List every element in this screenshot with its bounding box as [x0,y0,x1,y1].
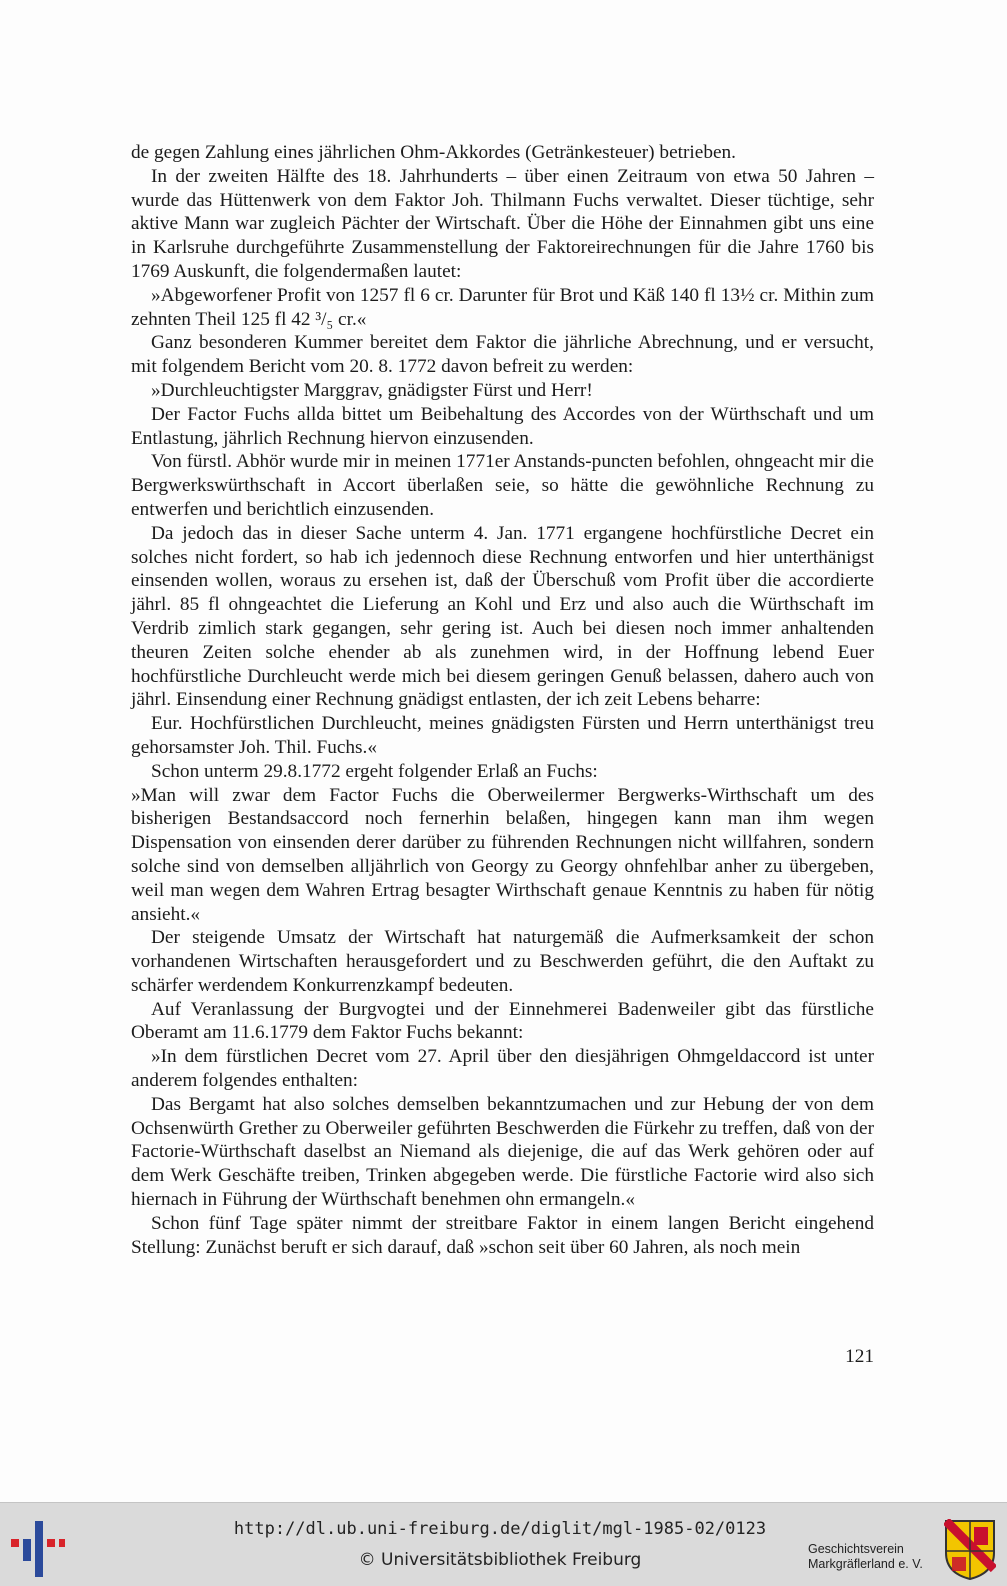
footer-bar [0,1502,1007,1586]
ub-freiburg-logo-icon[interactable] [7,1519,67,1579]
source-url-link[interactable]: http://dl.ub.uni-freiburg.de/diglit/mgl-1985-02/0123 [233,1519,767,1539]
paragraph: »Man will zwar dem Factor Fuchs die Oberweilermer Bergwerks-Wirthschaft um des bisherigen Bestandsaccord noch fernerhin belaßen, hingegen kann man ihm wegen Dispensation von einsenden derer darüber zu führenden Rechnungen nicht willfahren, sondern solche sind von demselben alljährlich von Georgy zu Georgy ohnfehlbar anher zu übergeben, weil man wegen dem Wahren Ertrag besagter Wirthschaft genaue Kenntnis zu haben für nötig ansieht.« [131,784,874,925]
paragraph: Auf Veranlassung der Burgvogtei und der Einnehmerei Badenweiler gibt das fürstliche Oberamt am 11.6.1779 dem Faktor Fuchs bekannt: [131,998,874,1044]
paragraph: Das Bergamt hat also solches demselben bekanntzumachen und zur Hebung der von dem Ochsenwürth Grether zu Oberweiler geführten Beschwerden die Fürkehr zu treffen, daß von der Factorie-Würthschaft daselbst an Niemand als diejenige, die auf das Werk gehören oder auf dem Werk Geschäfte treiben, Trinken abgegeben werde. Die fürstliche Factorie wird also sich hiernach in Führung der Würthschaft benehmen ohn ermangeln.« [131,1093,874,1211]
paragraph: Der steigende Umsatz der Wirtschaft hat naturgemäß die Aufmerksamkeit der schon vorhandenen Wirtschaften herausgefordert und zu Beschwerden geführt, die den Auftakt zu schärfer werdendem Konkurrenzkampf bedeuten. [131,927,874,996]
society-coat-of-arms-icon [944,1519,996,1581]
paragraph: Schon unterm 29.8.1772 ergeht folgender Erlaß an Fuchs: [151,760,598,782]
paragraph: de gegen Zahlung eines jährlichen Ohm-Akkordes (Getränkesteuer) betrieben. [131,142,736,163]
paragraph: Da jedoch das in dieser Sache unterm 4. Jan. 1771 ergangene hochfürstliche Decret ein solches nicht fordert, so hab ich jedennoch diese Rechnung entworfen und hier unterthänigst einsenden wollen, woraus zu ersehen ist, daß der Überschuß vom Profit über die accordierte jährl. 85 fl ohngeachtet die Lieferung an Kohl und Erz und also auch die Würthschaft im Verdrib zimlich stark gegangen, sehr gering ist. Auch bei diesen noch immer anhaltenden theuren Zeiten solche ehender ab als zunehmen wird, in der Hoffnung lebend Euer hochfürstliche Durchleucht werde mich bei diesem geringen Genuß belassen, dahero auch von jährl. Einsendung einer Rechnung gnädigst entlasten, der ich zeit Lebens beharre: [131,522,874,711]
society-name-line1: Geschichtsverein [808,1542,904,1556]
paragraph: »Abgeworfener Profit von 1257 fl 6 cr. Darunter für Brot und Käß 140 fl 13½ cr. Mithin zum zehnten Theil 125 fl 42 ³/₅ cr.« [131,284,874,330]
copyright-notice: © Universitätsbibliothek Freiburg [358,1550,642,1570]
society-name-line2: Markgräflerland e. V. [808,1557,923,1571]
paragraph: Eur. Hochfürstlichen Durchleucht, meines gnädigsten Fürsten und Herrn unterthänigst treu gehorsamster Joh. Thil. Fuchs.« [131,713,874,758]
paragraph: »Durchleuchtigster Marggrav, gnädigster Fürst und Herr! [151,379,593,401]
body-text [131,141,874,1259]
page-number: 121 [845,1346,874,1367]
paragraph: In der zweiten Hälfte des 18. Jahrhunderts – über einen Zeitraum von etwa 50 Jahren – wurde das Hüttenwerk von dem Faktor Joh. Thilmann Fuchs verwaltet. Dieser tüchtige, sehr aktive Mann war zugleich Pächter der Wirtschaft. Über die Höhe der Einnahmen gibt uns eine in Karlsruhe durchgeführte Zusammenstellung der Faktoreirechnungen für die Jahre 1760 bis 1769 Auskunft, die folgendermaßen lautet: [131,165,874,282]
paragraph: Schon fünf Tage später nimmt der streitbare Faktor in einem langen Bericht eingehend Stellung: Zunächst beruft er sich darauf, daß »schon seit über 60 Jahren, als noch mein [131,1212,874,1258]
paragraph: »In dem fürstlichen Decret vom 27. April über den diesjährigen Ohmgeldaccord ist unter anderem folgendes enthalten: [131,1046,874,1092]
paragraph: Ganz besonderen Kummer bereitet dem Faktor die jährliche Abrechnung, und er versucht, mit folgendem Bericht vom 20. 8. 1772 davon befreit zu werden: [131,332,874,378]
paragraph: Der Factor Fuchs allda bittet um Beibehaltung des Accordes von der Würthschaft und um Entlastung, jährlich Rechnung hiervon einzusenden. [131,403,874,449]
society-name [808,1542,938,1572]
paragraph: Von fürstl. Abhör wurde mir in meinen 1771er Anstands-puncten befohlen, ohngeacht mir die Bergwerkswürthschaft in Accort überlaßen seie, so hätte die gewöhnliche Rechnung zu entwerfen und berichtlich einzusenden. [131,451,874,520]
